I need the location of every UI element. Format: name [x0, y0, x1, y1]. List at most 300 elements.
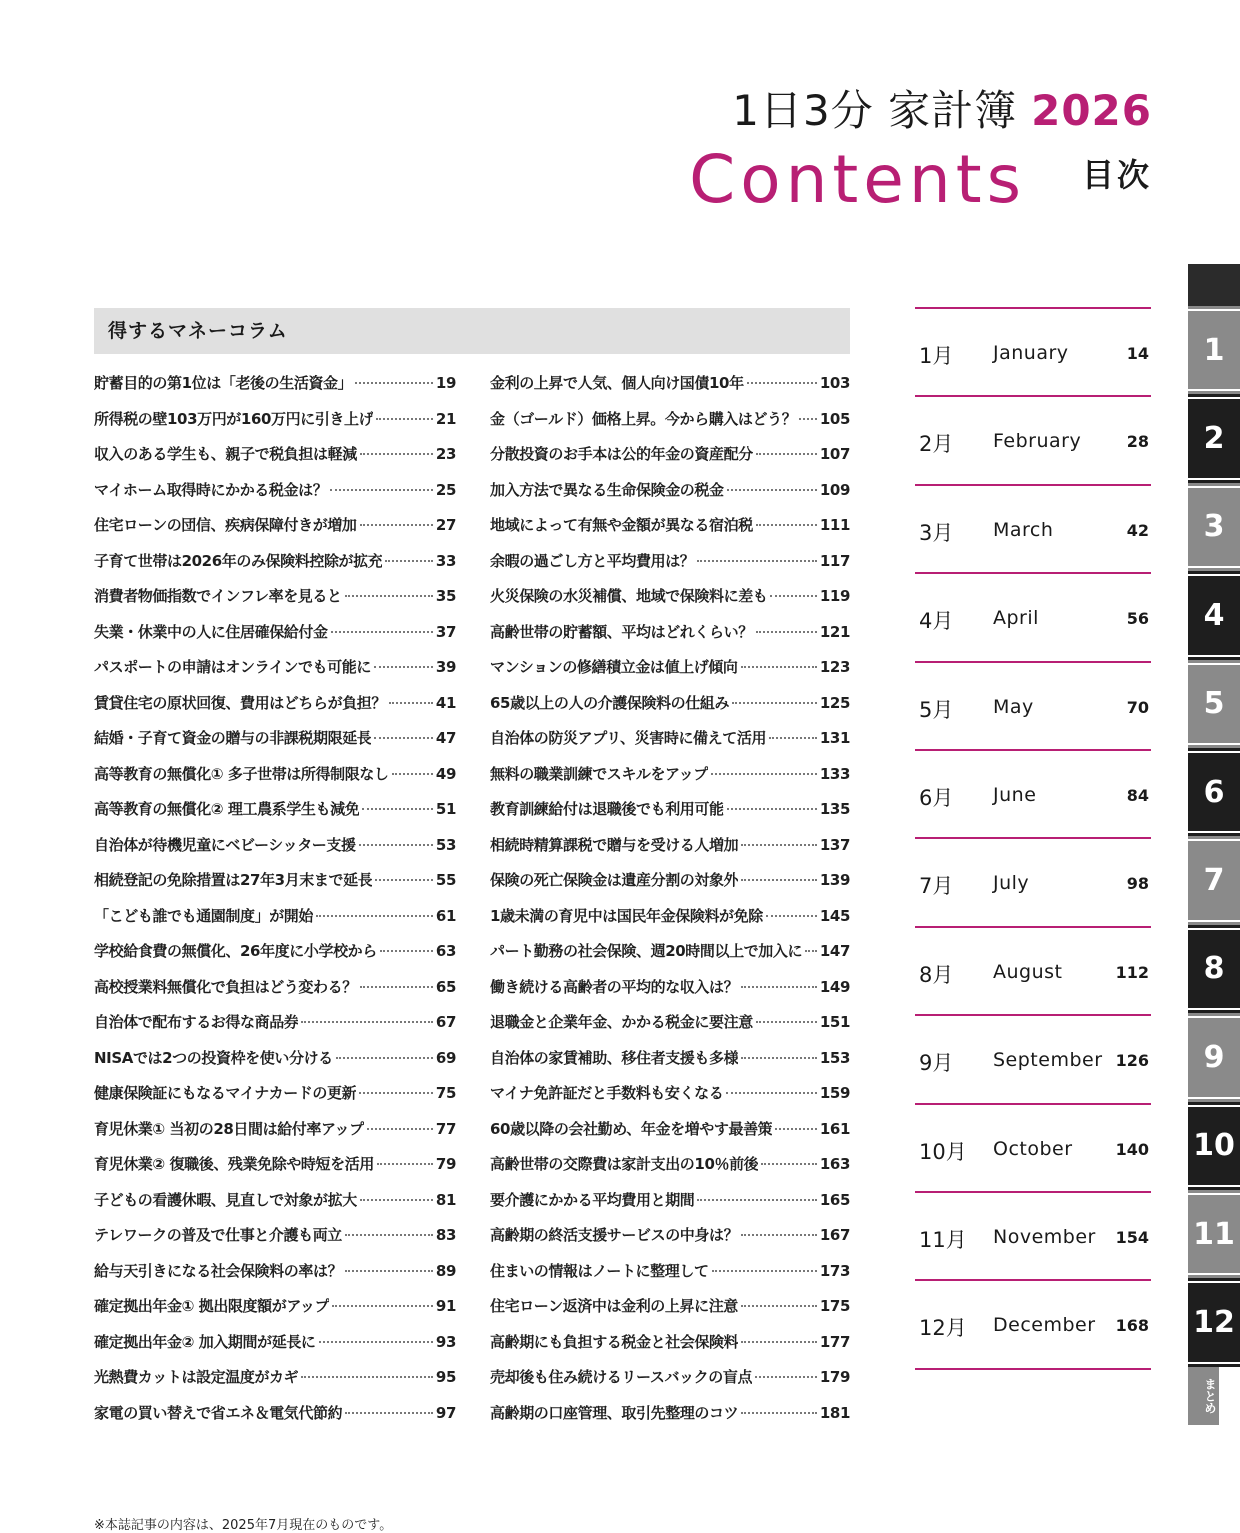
month-en-label: October: [993, 1137, 1073, 1160]
month-entry[interactable]: [915, 928, 1151, 1016]
toc-entry-title: 自治体の防災アプリ、災害時に備えて活用: [490, 729, 767, 747]
page-header: [689, 82, 1152, 235]
dot-leader: [367, 1128, 433, 1130]
toc-entry-page: 149: [819, 977, 850, 996]
toc-entry[interactable]: [94, 372, 456, 408]
month-entry[interactable]: [915, 1016, 1151, 1104]
toc-entry-title: 家電の買い替えで省エネ＆電気代節約: [94, 1403, 343, 1422]
toc-entry[interactable]: [490, 1153, 850, 1189]
month-entry[interactable]: [915, 1281, 1151, 1369]
dot-leader: [385, 560, 433, 562]
month-entry[interactable]: [915, 839, 1151, 927]
month-entry[interactable]: [915, 1105, 1151, 1193]
dot-leader: [741, 1234, 817, 1236]
month-en-label: March: [993, 518, 1054, 541]
toc-entry[interactable]: [94, 550, 456, 586]
toc-entry[interactable]: [490, 656, 850, 692]
toc-entry-page: 67: [435, 1013, 456, 1031]
toc-entry[interactable]: [490, 976, 850, 1012]
month-jp-label: 12月: [919, 1316, 967, 1341]
dot-leader: [332, 1305, 433, 1307]
toc-entry[interactable]: [94, 763, 456, 799]
dot-leader: [766, 915, 817, 917]
toc-entry[interactable]: [490, 1189, 850, 1225]
toc-entry-page: 41: [435, 693, 456, 712]
toc-entry-title: 高校授業料無償化で負担はどう変わる？: [94, 977, 357, 996]
dot-leader: [360, 1199, 433, 1201]
book-title-text: 1日3分 家計簿: [732, 86, 1018, 135]
toc-entry-title: 学校給食費の無償化、26年度に小学校から: [94, 942, 377, 960]
month-entry[interactable]: [915, 397, 1151, 485]
toc-entry[interactable]: [490, 585, 850, 621]
toc-entry-page: 35: [435, 587, 456, 605]
toc-entry-page: 95: [435, 1368, 456, 1386]
toc-entry-title: 65歳以上の人の介護保険料の仕組み: [490, 693, 730, 712]
toc-entry-page: 63: [435, 942, 456, 960]
month-page: 126: [1115, 1051, 1149, 1071]
month-en-label: April: [993, 607, 1039, 630]
month-jp-label: 5月: [919, 697, 954, 722]
dot-leader: [359, 844, 433, 846]
toc-entry-page: 147: [819, 942, 850, 960]
toc-entry-title: 育児休業② 復職後、残業免除や時短を活用: [94, 1155, 374, 1173]
toc-entry[interactable]: [490, 1260, 850, 1296]
toc-entry-title: 確定拠出年金① 拠出限度額がアップ: [94, 1297, 330, 1315]
month-entry[interactable]: [915, 486, 1151, 574]
toc-entry-title: NISAでは2つの投資枠を使い分ける: [94, 1048, 333, 1067]
dot-leader: [756, 453, 817, 455]
toc-entry-page: 159: [819, 1084, 850, 1102]
toc-entry-page: 79: [435, 1155, 456, 1173]
toc-entry-page: 135: [819, 800, 850, 818]
toc-entry[interactable]: [94, 727, 456, 763]
month-en-label: May: [993, 695, 1034, 718]
toc-entry-page: 167: [819, 1226, 850, 1244]
toc-entry[interactable]: [94, 408, 456, 444]
dot-leader: [360, 986, 433, 988]
toc-entry-page: 69: [435, 1048, 456, 1067]
dot-leader: [345, 1234, 433, 1236]
month-entry[interactable]: [915, 309, 1151, 397]
toc-entry-title: 高齢期の終活支援サービスの中身は？: [490, 1226, 739, 1244]
toc-entry-title: 給与天引きになる社会保険料の率は？: [94, 1261, 343, 1280]
month-page: 140: [1115, 1139, 1149, 1159]
dot-leader: [732, 702, 817, 704]
toc-entry[interactable]: [490, 479, 850, 515]
toc-entry-page: 173: [819, 1261, 850, 1280]
toc-entry-page: 51: [435, 800, 456, 818]
contents-word: Contents: [689, 141, 1026, 218]
dot-leader: [755, 1376, 817, 1378]
toc-entry[interactable]: [490, 372, 850, 408]
month-page: 154: [1115, 1227, 1149, 1247]
toc-entry[interactable]: [490, 763, 850, 799]
toc-entry-page: 39: [435, 658, 456, 676]
dot-leader: [799, 418, 817, 420]
side-tab-summary[interactable]: まとめ: [1188, 1367, 1219, 1425]
dot-leader: [805, 950, 817, 952]
toc-entry-title: 高齢期にも負担する税金と社会保険料: [490, 1332, 739, 1351]
toc-entry-page: 153: [819, 1048, 850, 1067]
month-tab[interactable]: 7: [1188, 836, 1240, 924]
dot-leader: [769, 737, 817, 739]
toc-entry-title: 確定拠出年金② 加入期間が延長に: [94, 1332, 316, 1351]
toc-entry[interactable]: [94, 1153, 456, 1189]
toc-entry[interactable]: [94, 1047, 456, 1083]
toc-entry-page: 37: [435, 622, 456, 641]
toc-entry-page: 163: [819, 1155, 850, 1173]
toc-entry-title: 働き続ける高齢者の平均的な収入は？: [490, 977, 739, 996]
month-jp-label: 8月: [919, 962, 954, 987]
toc-entry-title: 結婚・子育て資金の贈与の非課税期限延長: [94, 729, 372, 747]
month-en-label: July: [993, 872, 1030, 895]
dot-leader: [726, 1092, 817, 1094]
toc-entry-title: 子どもの看護休暇、見直しで対象が拡大: [94, 1190, 357, 1209]
toc-entry[interactable]: [94, 1082, 456, 1118]
dot-leader: [374, 666, 433, 668]
dot-leader: [741, 1412, 817, 1414]
dot-leader: [756, 1021, 817, 1023]
dot-leader: [741, 844, 817, 846]
toc-entry-page: 175: [819, 1297, 850, 1315]
toc-entry-title: 金利の上昇で人気、個人向け国債10年: [490, 374, 744, 392]
toc-entry-page: 19: [435, 374, 456, 392]
toc-entry[interactable]: [94, 514, 456, 550]
article-column-left: [94, 372, 456, 1437]
book-year: 2026: [1031, 86, 1152, 135]
footnote: ※本誌記事の内容は、2025年7月現在のものです。: [94, 1518, 393, 1533]
toc-entry-title: 住宅ローン返済中は金利の上昇に注意: [490, 1297, 738, 1315]
toc-entry[interactable]: [490, 1011, 850, 1047]
month-tab[interactable]: 2: [1188, 394, 1240, 482]
toc-entry[interactable]: [94, 692, 456, 728]
toc-entry[interactable]: [94, 798, 456, 834]
toc-entry[interactable]: [94, 1011, 456, 1047]
month-jp-label: 3月: [919, 520, 954, 545]
toc-entry-title: 金（ゴールド）価格上昇。今から購入はどう？: [490, 409, 797, 428]
dot-leader: [362, 808, 433, 810]
toc-entry-page: 133: [819, 764, 850, 783]
toc-entry-page: 119: [819, 587, 850, 605]
toc-entry-title: 子育て世帯は2026年のみ保険料控除が拡充: [94, 551, 383, 570]
toc-entry-page: 21: [435, 409, 456, 428]
month-tab[interactable]: 10: [1188, 1102, 1240, 1190]
toc-entry[interactable]: [94, 443, 456, 479]
dot-leader: [697, 1199, 816, 1201]
dot-leader: [389, 702, 433, 704]
toc-entry-page: 131: [819, 729, 850, 747]
toc-entry[interactable]: [490, 940, 850, 976]
month-en-label: September: [993, 1049, 1103, 1072]
toc-entry-page: 33: [435, 551, 456, 570]
toc-entry-page: 177: [819, 1332, 850, 1351]
dot-leader: [376, 418, 433, 420]
toc-entry-title: 高齢世帯の交際費は家計支出の10％前後: [490, 1155, 759, 1173]
month-entry[interactable]: [915, 751, 1151, 839]
toc-entry[interactable]: [490, 1402, 850, 1438]
toc-entry-title: マイホーム取得時にかかる税金は？: [94, 480, 328, 499]
toc-entry[interactable]: [490, 1118, 850, 1154]
month-jp-label: 7月: [919, 874, 954, 899]
dot-leader: [301, 1021, 433, 1023]
dot-leader: [712, 1270, 817, 1272]
toc-entry-title: 光熱費カットは設定温度がカギ: [94, 1368, 299, 1386]
toc-entry-page: 27: [435, 516, 456, 534]
month-entry[interactable]: [915, 663, 1151, 751]
toc-entry[interactable]: [490, 1047, 850, 1083]
toc-entry-title: パスポートの申請はオンラインでも可能に: [94, 658, 371, 676]
month-en-label: December: [993, 1314, 1096, 1337]
month-tab[interactable]: 5: [1188, 660, 1240, 748]
toc-entry-title: 住宅ローンの団信、疾病保障付きが増加: [94, 516, 357, 534]
dot-leader: [741, 1057, 817, 1059]
toc-entry-title: 失業・休業中の人に住居確保給付金: [94, 622, 328, 641]
toc-entry[interactable]: [490, 1224, 850, 1260]
toc-entry[interactable]: [94, 656, 456, 692]
toc-entry-title: 教育訓練給付は退職後でも利用可能: [490, 800, 724, 818]
dot-leader: [775, 1128, 817, 1130]
dot-leader: [345, 1270, 433, 1272]
month-jp-label: 10月: [919, 1139, 967, 1164]
toc-entry-title: 貯蓄目的の第1位は「老後の生活資金」: [94, 374, 353, 392]
month-page: 56: [1126, 609, 1149, 629]
month-entry[interactable]: [915, 574, 1151, 662]
month-page: 14: [1126, 344, 1149, 363]
toc-entry[interactable]: [490, 443, 850, 479]
dot-leader: [741, 879, 817, 881]
toc-entry-page: 151: [819, 1013, 850, 1031]
toc-entry-page: 93: [435, 1332, 456, 1351]
dot-leader: [316, 915, 433, 917]
toc-entry[interactable]: [94, 621, 456, 657]
toc-entry[interactable]: [490, 727, 850, 763]
month-en-label: January: [993, 342, 1069, 364]
toc-entry-title: 加入方法で異なる生命保険金の税金: [490, 480, 724, 499]
toc-entry[interactable]: [490, 514, 850, 550]
toc-entry-title: 無料の職業訓練でスキルをアップ: [490, 764, 708, 783]
toc-entry-page: 103: [819, 374, 850, 392]
month-tab[interactable]: 9: [1188, 1013, 1240, 1101]
toc-entry-title: 高等教育の無償化② 理工農系学生も減免: [94, 800, 360, 818]
toc-entry[interactable]: [94, 834, 456, 870]
month-page: 168: [1115, 1316, 1149, 1336]
toc-entry[interactable]: [94, 905, 456, 941]
month-jp-label: 4月: [919, 609, 954, 634]
dot-leader: [741, 1305, 817, 1307]
toc-entry-title: 自治体の家賃補助、移住者支援も多様: [490, 1048, 739, 1067]
toc-entry-page: 81: [435, 1190, 456, 1209]
toc-entry[interactable]: [490, 621, 850, 657]
toc-entry-page: 165: [819, 1190, 850, 1209]
toc-entry[interactable]: [94, 1295, 456, 1331]
toc-entry-title: 60歳以降の会社勤め、年金を増やす最善策: [490, 1119, 773, 1138]
toc-entry-page: 179: [819, 1368, 850, 1386]
month-jp-label: 2月: [919, 432, 954, 457]
dot-leader: [741, 1341, 817, 1343]
month-page: 28: [1126, 432, 1149, 452]
toc-entry[interactable]: [94, 976, 456, 1012]
toc-entry-title: 育児休業① 当初の28日間は給付率アップ: [94, 1119, 364, 1138]
toc-entry[interactable]: [490, 692, 850, 728]
dot-leader: [336, 1057, 433, 1059]
toc-entry-title: 消費者物価指数でインフレ率を見ると: [94, 587, 342, 605]
toc-entry[interactable]: [94, 1331, 456, 1367]
toc-entry-page: 121: [819, 622, 850, 641]
dot-leader: [741, 986, 817, 988]
toc-entry[interactable]: [490, 1366, 850, 1402]
side-tabs: [1188, 264, 1240, 1425]
toc-entry-title: 所得税の壁103万円が160万円に引き上げ: [94, 409, 374, 428]
toc-entry[interactable]: [490, 1295, 850, 1331]
month-jp-label: 9月: [919, 1051, 954, 1076]
month-en-label: August: [993, 960, 1063, 983]
toc-entry[interactable]: [490, 905, 850, 941]
toc-entry-title: 高齢世帯の貯蓄額、平均はどれくらい？: [490, 622, 753, 641]
dot-leader: [727, 808, 817, 810]
toc-entry-page: 109: [819, 480, 850, 499]
month-tab[interactable]: 6: [1188, 748, 1240, 836]
toc-entry-title: 健康保険証にもなるマイナカードの更新: [94, 1084, 357, 1102]
side-tab-items: [1188, 306, 1240, 1367]
toc-entry[interactable]: [94, 1366, 456, 1402]
toc-entry-page: 139: [819, 871, 850, 889]
toc-entry-page: 137: [819, 835, 850, 854]
dot-leader: [360, 453, 433, 455]
toc-entry-title: 火災保険の水災補償、地域で保険料に差も: [490, 587, 768, 605]
toc-entry-page: 105: [819, 409, 850, 428]
dot-leader: [377, 1163, 433, 1165]
toc-entry[interactable]: [94, 869, 456, 905]
toc-entry-page: 91: [435, 1297, 456, 1315]
toc-entry[interactable]: [94, 1402, 456, 1438]
side-tab-header: [1188, 264, 1240, 306]
toc-entry[interactable]: [94, 1118, 456, 1154]
dot-leader: [380, 950, 433, 952]
toc-entry[interactable]: [94, 479, 456, 515]
toc-entry[interactable]: [490, 408, 850, 444]
month-tab[interactable]: 11: [1188, 1190, 1240, 1278]
toc-entry-title: 退職金と企業年金、かかる税金に要注意: [490, 1013, 753, 1031]
dot-leader: [331, 631, 433, 633]
dot-leader: [355, 382, 433, 384]
toc-entry-page: 181: [819, 1403, 850, 1422]
dot-leader: [711, 773, 817, 775]
dot-leader: [756, 631, 817, 633]
toc-entry-title: 高等教育の無償化① 多子世帯は所得制限なし: [94, 764, 389, 783]
article-column-right: [490, 372, 850, 1437]
toc-entry-page: 47: [435, 729, 456, 747]
mokuji-label: 目次: [1081, 156, 1152, 194]
month-tab[interactable]: 1: [1188, 306, 1240, 394]
month-page: 84: [1126, 785, 1149, 805]
toc-entry-title: 売却後も住み続けるリースバックの盲点: [490, 1368, 753, 1386]
toc-entry-title: 分散投資のお手本は公的年金の資産配分: [490, 445, 753, 463]
month-tab[interactable]: 3: [1188, 483, 1240, 571]
toc-entry-page: 125: [819, 693, 850, 712]
toc-entry[interactable]: [94, 1224, 456, 1260]
toc-entry-title: 相続時精算課税で贈与を受ける人増加: [490, 835, 739, 854]
month-tab[interactable]: 4: [1188, 571, 1240, 659]
month-list: [915, 307, 1151, 1370]
month-tab[interactable]: 8: [1188, 925, 1240, 1013]
month-page: 98: [1126, 874, 1149, 894]
toc-entry-title: 高齢期の口座管理、取引先整理のコツ: [490, 1403, 739, 1422]
section-heading: 得するマネーコラム: [94, 308, 850, 354]
toc-entry[interactable]: [94, 585, 456, 621]
toc-entry-title: 賃貸住宅の原状回復、費用はどちらが負担？: [94, 693, 387, 712]
dot-leader: [747, 382, 817, 384]
dot-leader: [345, 1412, 433, 1414]
toc-entry-page: 111: [819, 516, 850, 534]
toc-entry[interactable]: [490, 834, 850, 870]
toc-entry-page: 145: [819, 906, 850, 925]
month-en-label: February: [993, 430, 1082, 453]
toc-entry-title: マイナ免許証だと手数料も安くなる: [490, 1084, 724, 1102]
toc-entry-page: 107: [819, 445, 850, 463]
dot-leader: [345, 595, 433, 597]
toc-entry-title: 1歳未満の育児中は国民年金保険料が免除: [490, 906, 763, 925]
toc-entry-page: 61: [435, 906, 456, 925]
toc-entry-page: 77: [435, 1119, 456, 1138]
toc-entry-title: 収入のある学生も、親子で税負担は軽減: [94, 445, 357, 463]
toc-entry[interactable]: [490, 1082, 850, 1118]
toc-entry-title: 余暇の過ごし方と平均費用は？: [490, 551, 695, 570]
dot-leader: [770, 595, 816, 597]
toc-entry[interactable]: [490, 869, 850, 905]
contents-heading: [689, 142, 1152, 235]
month-tab[interactable]: 12: [1188, 1278, 1240, 1366]
toc-entry-title: 相続登記の免除措置は27年3月末まで延長: [94, 871, 373, 889]
toc-entry-page: 89: [435, 1261, 456, 1280]
toc-entry[interactable]: [94, 940, 456, 976]
month-en-label: November: [993, 1225, 1096, 1248]
toc-entry-title: マンションの修繕積立金は値上げ傾向: [490, 658, 738, 676]
toc-entry[interactable]: [490, 798, 850, 834]
month-page: 42: [1126, 520, 1149, 540]
toc-entry-page: 75: [435, 1084, 456, 1102]
toc-entry-page: 83: [435, 1226, 456, 1244]
month-jp-label: 11月: [919, 1227, 967, 1252]
toc-entry-page: 49: [435, 764, 456, 783]
toc-entry-title: 自治体で配布するお得な商品券: [94, 1013, 299, 1031]
toc-entry-title: 「こども誰でも通園制度」が開始: [94, 906, 314, 925]
toc-entry-title: 自治体が待機児童にベビーシッター支援: [94, 835, 356, 854]
toc-entry-title: 地域によって有無や金額が異なる宿泊税: [490, 516, 753, 534]
dot-leader: [330, 489, 433, 491]
month-entry[interactable]: [915, 1193, 1151, 1281]
toc-entry-page: 117: [819, 551, 850, 570]
dot-leader: [374, 737, 433, 739]
toc-entry-title: パート勤務の社会保険、週20時間以上で加入に: [490, 942, 803, 960]
money-column-section: [94, 308, 850, 1533]
toc-entry[interactable]: [490, 1331, 850, 1367]
dot-leader: [756, 524, 817, 526]
toc-entry[interactable]: [94, 1189, 456, 1225]
toc-entry-title: テレワークの普及で仕事と介護も両立: [94, 1226, 342, 1244]
month-jp-label: 6月: [919, 785, 954, 810]
dot-leader: [375, 879, 433, 881]
month-page: 70: [1126, 697, 1149, 717]
toc-entry[interactable]: [490, 550, 850, 586]
dot-leader: [727, 489, 817, 491]
dot-leader: [697, 560, 816, 562]
toc-entry[interactable]: [94, 1260, 456, 1296]
dot-leader: [360, 524, 433, 526]
toc-entry-page: 123: [819, 658, 850, 676]
dot-leader: [359, 1092, 433, 1094]
toc-entry-page: 97: [435, 1403, 456, 1422]
dot-leader: [392, 773, 433, 775]
